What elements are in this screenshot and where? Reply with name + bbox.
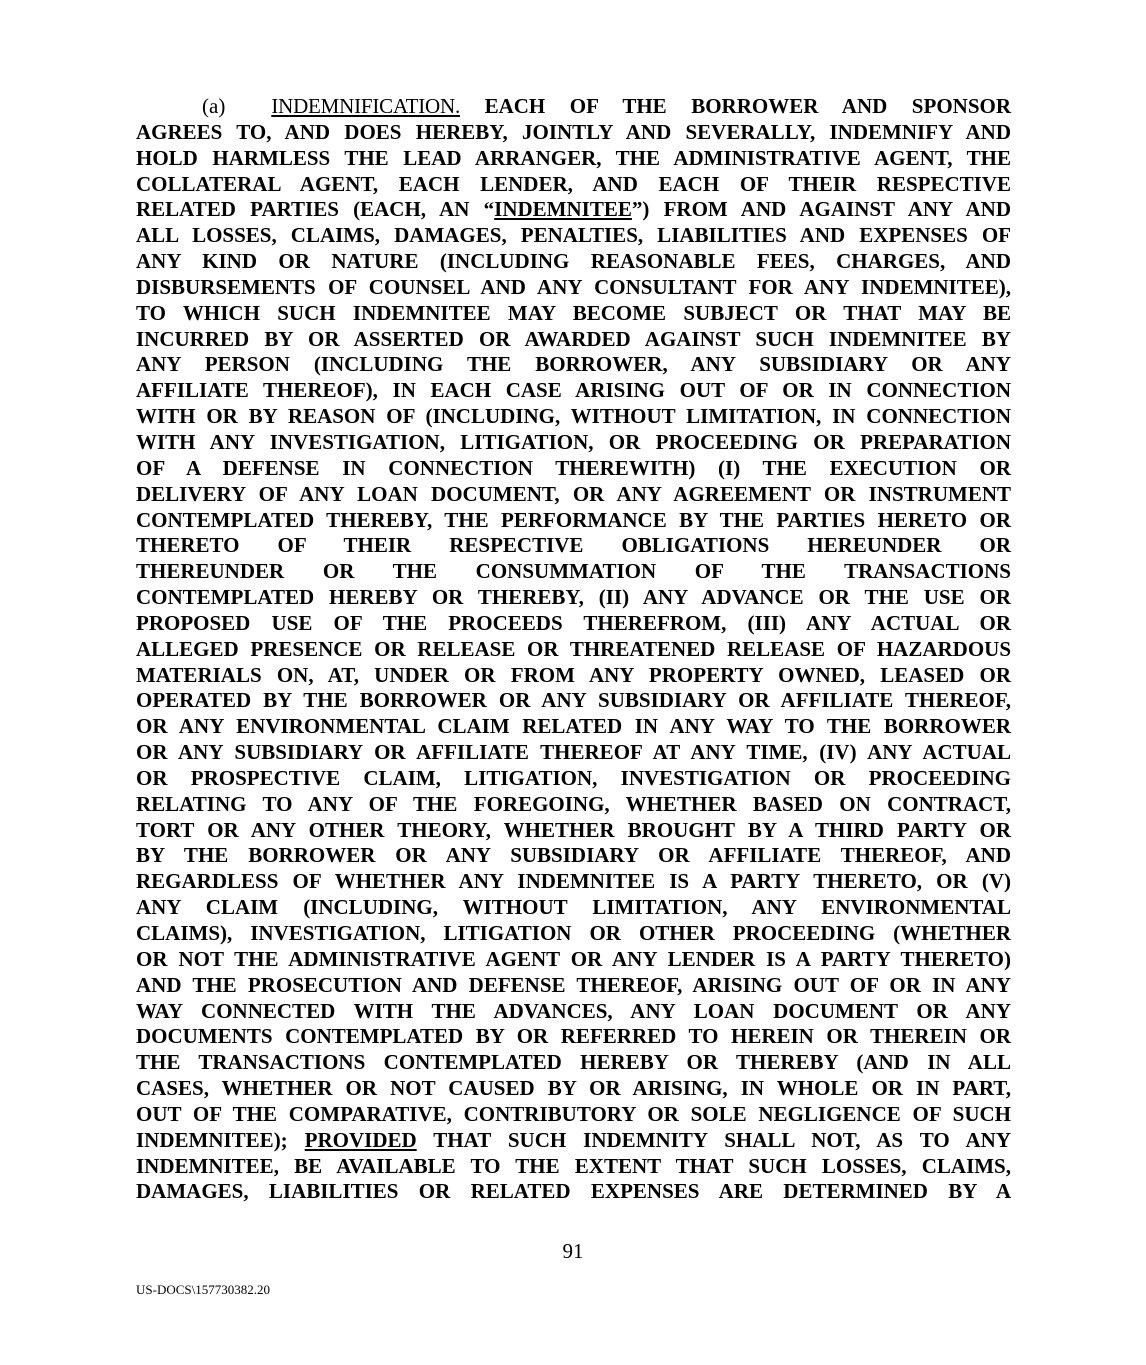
paragraph-line: MATERIALS ON, AT, UNDER OR FROM ANY PROPERTY OWNED, LEASED OR — [136, 662, 1011, 687]
document-id: US-DOCS\157730382.20 — [136, 1282, 270, 1297]
paragraph-line: ANY CLAIM (INCLUDING, WITHOUT LIMITATION, ANY ENVIRONMENTAL — [136, 895, 1011, 920]
section-heading: INDEMNIFICATION. — [271, 94, 461, 118]
paragraph-line: AGREES TO, AND DOES HEREBY, JOINTLY AND SEVERALLY, INDEMNIFY AND — [136, 119, 1011, 144]
indemnification-paragraph — [136, 94, 1011, 1205]
paragraph-line — [136, 94, 1011, 120]
line-text: RELATED PARTIES (EACH, AN “ — [136, 197, 495, 222]
paragraph-line: CASES, WHETHER OR NOT CAUSED BY OR ARISING, IN WHOLE OR IN PART, — [136, 1076, 1011, 1101]
line-text: INDEMNITEE); — [136, 1127, 288, 1152]
paragraph-line: COLLATERAL AGENT, EACH LENDER, AND EACH OF THEIR RESPECTIVE — [136, 171, 1011, 196]
paragraph-line: WITH OR BY REASON OF (INCLUDING, WITHOUT LIMITATION, IN CONNECTION — [136, 404, 1011, 429]
paragraph-line: RELATING TO ANY OF THE FOREGOING, WHETHER BASED ON CONTRACT, — [136, 791, 1011, 816]
paragraph-line: OF A DEFENSE IN CONNECTION THEREWITH) (I) THE EXECUTION OR — [136, 455, 1011, 480]
paragraph-line: DISBURSEMENTS OF COUNSEL AND ANY CONSULTANT FOR ANY INDEMNITEE), — [136, 274, 1011, 299]
paragraph-line: ALLEGED PRESENCE OR RELEASE OR THREATENED RELEASE OF HAZARDOUS — [136, 636, 1011, 661]
paragraph-line: BY THE BORROWER OR ANY SUBSIDIARY OR AFFILIATE THEREOF, AND — [136, 843, 1011, 868]
paragraph-line: OPERATED BY THE BORROWER OR ANY SUBSIDIARY OR AFFILIATE THEREOF, — [136, 688, 1011, 713]
paragraph-line — [136, 197, 1011, 223]
paragraph-line: OR ANY SUBSIDIARY OR AFFILIATE THEREOF AT ANY TIME, (IV) ANY ACTUAL — [136, 740, 1011, 765]
paragraph-line: WITH ANY INVESTIGATION, LITIGATION, OR PROCEEDING OR PREPARATION — [136, 429, 1011, 454]
paragraph-line: INCURRED BY OR ASSERTED OR AWARDED AGAINST SUCH INDEMNITEE BY — [136, 326, 1011, 351]
paragraph-line: INDEMNITEE, BE AVAILABLE TO THE EXTENT THAT SUCH LOSSES, CLAIMS, — [136, 1153, 1011, 1178]
page-number: 91 — [562, 1239, 584, 1263]
paragraph-line: CLAIMS), INVESTIGATION, LITIGATION OR OTHER PROCEEDING (WHETHER — [136, 921, 1011, 945]
paragraph-line: OR ANY ENVIRONMENTAL CLAIM RELATED IN ANY WAY TO THE BORROWER — [136, 714, 1011, 739]
paragraph-line: DELIVERY OF ANY LOAN DOCUMENT, OR ANY AGREEMENT OR INSTRUMENT — [136, 481, 1011, 506]
line-text: ”) FROM AND AGAINST ANY AND — [631, 197, 1012, 222]
paragraph-line: AFFILIATE THEREOF), IN EACH CASE ARISING OUT OF OR IN CONNECTION — [136, 378, 1011, 403]
paragraph-line: THE TRANSACTIONS CONTEMPLATED HEREBY OR THEREBY (AND IN ALL — [136, 1050, 1011, 1075]
paragraph-line: AND THE PROSECUTION AND DEFENSE THEREOF, ARISING OUT OF OR IN ANY — [136, 972, 1011, 997]
paragraph-line: PROPOSED USE OF THE PROCEEDS THEREFROM, (III) ANY ACTUAL OR — [136, 610, 1011, 635]
paragraph-line: THERETO OF THEIR RESPECTIVE OBLIGATIONS HEREUNDER OR — [136, 533, 1011, 558]
paragraph-line: TORT OR ANY OTHER THEORY, WHETHER BROUGHT BY A THIRD PARTY OR — [136, 817, 1011, 842]
paragraph-line — [136, 1128, 1011, 1154]
defined-term-provided: PROVIDED — [304, 1127, 417, 1152]
paragraph-line: DOCUMENTS CONTEMPLATED BY OR REFERRED TO HEREIN OR THEREIN OR — [136, 1024, 1011, 1049]
line-text: THAT SUCH INDEMNITY SHALL NOT, AS TO ANY — [433, 1127, 1011, 1152]
paragraph-line: DAMAGES, LIABILITIES OR RELATED EXPENSES ARE DETERMINED BY A — [136, 1179, 1011, 1204]
first-line-text: EACH OF THE BORROWER AND SPONSOR — [484, 94, 1011, 118]
paragraph-line: OR PROSPECTIVE CLAIM, LITIGATION, INVESTIGATION OR PROCEEDING — [136, 765, 1011, 790]
paragraph-line: ANY PERSON (INCLUDING THE BORROWER, ANY SUBSIDIARY OR ANY — [136, 352, 1011, 377]
paragraph-line: ANY KIND OR NATURE (INCLUDING REASONABLE FEES, CHARGES, AND — [136, 249, 1011, 274]
paragraph-line: THEREUNDER OR THE CONSUMMATION OF THE TRANSACTIONS — [136, 559, 1011, 584]
paragraph-line: OUT OF THE COMPARATIVE, CONTRIBUTORY OR SOLE NEGLIGENCE OF SUCH — [136, 1101, 1011, 1126]
paragraph-line: CONTEMPLATED THEREBY, THE PERFORMANCE BY THE PARTIES HERETO OR — [136, 507, 1011, 532]
paragraph-line: TO WHICH SUCH INDEMNITEE MAY BECOME SUBJECT OR THAT MAY BE — [136, 300, 1011, 325]
paragraph-line: CONTEMPLATED HEREBY OR THEREBY, (II) ANY ADVANCE OR THE USE OR — [136, 585, 1011, 610]
defined-term-indemnitee: INDEMNITEE — [494, 197, 632, 222]
paragraph-line: OR NOT THE ADMINISTRATIVE AGENT OR ANY LENDER IS A PARTY THERETO) — [136, 946, 1011, 971]
paragraph-line: REGARDLESS OF WHETHER ANY INDEMNITEE IS A PARTY THERETO, OR (V) — [136, 869, 1011, 894]
section-number: (a) — [202, 94, 226, 118]
paragraph-line: ALL LOSSES, CLAIMS, DAMAGES, PENALTIES, LIABILITIES AND EXPENSES OF — [136, 223, 1011, 248]
paragraph-line: WAY CONNECTED WITH THE ADVANCES, ANY LOAN DOCUMENT OR ANY — [136, 998, 1011, 1023]
paragraph-line: HOLD HARMLESS THE LEAD ARRANGER, THE ADMINISTRATIVE AGENT, THE — [136, 145, 1011, 170]
